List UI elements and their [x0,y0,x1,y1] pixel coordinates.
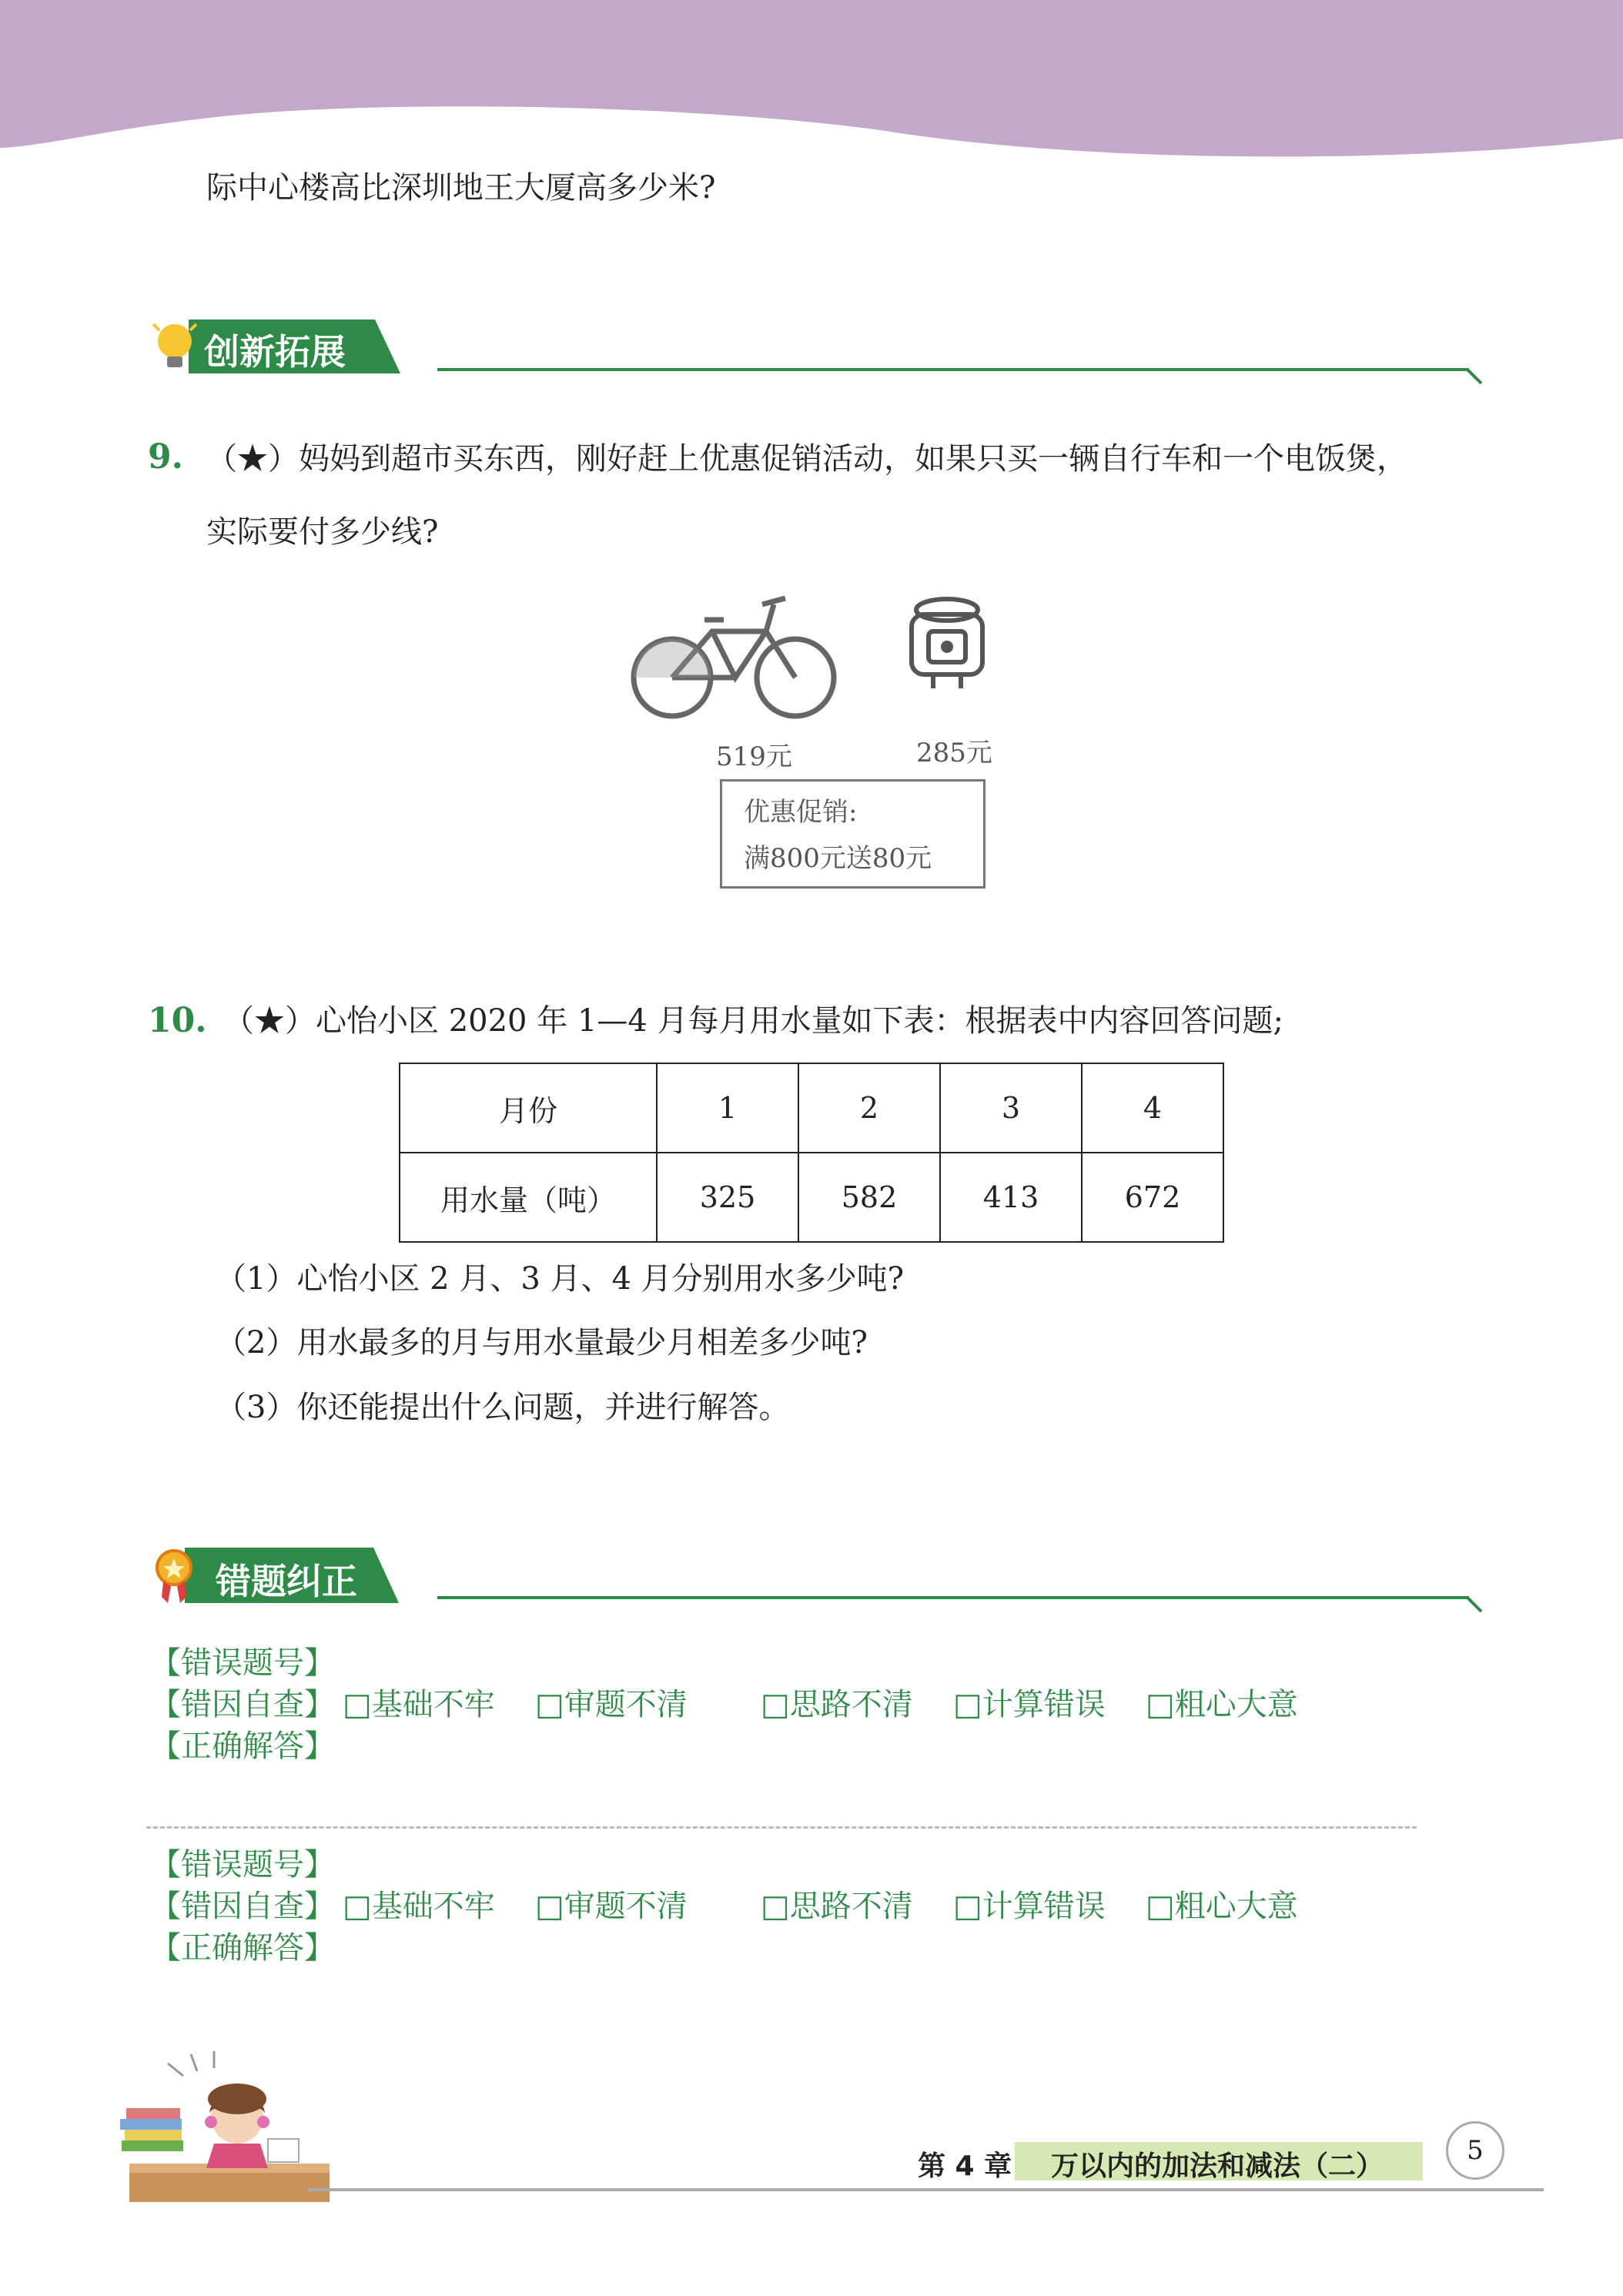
correct-answer-label: 【正确解答】 [150,1729,335,1764]
option-checkbox[interactable]: □粗心大意 [1146,1889,1298,1924]
rice-cooker-icon [901,593,993,697]
top-wave-band [0,0,1623,169]
girl-studying-illustration [114,2048,330,2217]
dashed-separator [146,1826,1417,1829]
option-checkbox[interactable]: □基础不牢 [343,1889,495,1924]
lightbulb-icon [150,321,199,372]
error-reason-label: 【错因自查】 [150,1889,335,1924]
table-row [400,1063,1223,1153]
footer-chapter-title: 万以内的加法和减法（二） [1051,2150,1384,2182]
table-cell: 325 [657,1153,798,1242]
table-cell: 3 [940,1063,1082,1153]
divider-end-hook [1463,1590,1486,1613]
footer-chapter-number: 第 4 章 [918,2150,1012,2182]
table-cell: 672 [1082,1153,1223,1242]
option-checkbox[interactable]: □基础不牢 [343,1687,495,1722]
option-checkbox[interactable]: □计算错误 [953,1687,1106,1722]
question-10-sub3: （3）你还能提出什么问题，并进行解答。 [216,1390,790,1425]
divider-end-hook [1463,362,1486,385]
table-cell: 582 [798,1153,940,1242]
option-checkbox[interactable]: □粗心大意 [1146,1687,1298,1722]
table-row [400,1153,1223,1242]
question-9-line2: 实际要付多少线? [206,514,439,550]
water-usage-table [399,1063,1224,1243]
promotion-box [720,779,986,889]
table-cell: 413 [940,1153,1082,1242]
error-reason-label: 【错因自查】 [150,1687,335,1722]
correction-section-header [154,1548,408,1603]
page-number: 5 [1446,2121,1504,2180]
correction-section-title: 错题纠正 [216,1561,357,1602]
innovation-section-header [150,320,404,373]
innovation-section-title: 创新拓展 [204,331,346,373]
table-cell: 1 [657,1063,798,1153]
medal-icon [154,1548,194,1603]
rice-cooker-price-label: 285元 [916,738,992,768]
section-divider-line [437,1596,1469,1599]
bicycle-icon [627,589,843,728]
table-cell: 4 [1082,1063,1223,1153]
error-number-label: 【错误题号】 [150,1847,335,1883]
promotion-title: 优惠促销: [744,797,858,828]
table-header-usage: 用水量（吨） [400,1153,657,1242]
question-10-sub1: （1）心怡小区 2 月、3 月、4 月分别用水多少吨? [216,1261,905,1297]
question-9-number: 9. [148,437,183,477]
option-checkbox[interactable]: □审题不清 [535,1889,688,1924]
table-cell: 2 [798,1063,940,1153]
question-10-intro: （★）心怡小区 2020 年 1—4 月每月用水量如下表：根据表中内容回答问题; [223,1003,1284,1039]
error-number-label: 【错误题号】 [150,1645,335,1681]
question-10-sub2: （2）用水最多的月与用水量最少月相差多少吨? [216,1325,868,1361]
footer-rule [308,2188,1544,2191]
question-10-number: 10. [148,1001,207,1040]
option-checkbox[interactable]: □思路不清 [761,1687,913,1722]
bicycle-price-label: 519元 [716,741,792,772]
option-checkbox[interactable]: □审题不清 [535,1687,688,1722]
section-divider-line [437,368,1469,371]
continued-question-text: 际中心楼高比深圳地王大厦高多少米? [206,170,716,206]
table-header-month: 月份 [400,1063,657,1153]
correct-answer-label: 【正确解答】 [150,1930,335,1966]
promotion-detail: 满800元送80元 [744,843,932,874]
option-checkbox[interactable]: □思路不清 [761,1889,913,1924]
question-9-line1: （★）妈妈到超市买东西，刚好赶上优惠促销活动，如果只买一辆自行车和一个电饭煲， [206,441,1407,477]
option-checkbox[interactable]: □计算错误 [953,1889,1106,1924]
